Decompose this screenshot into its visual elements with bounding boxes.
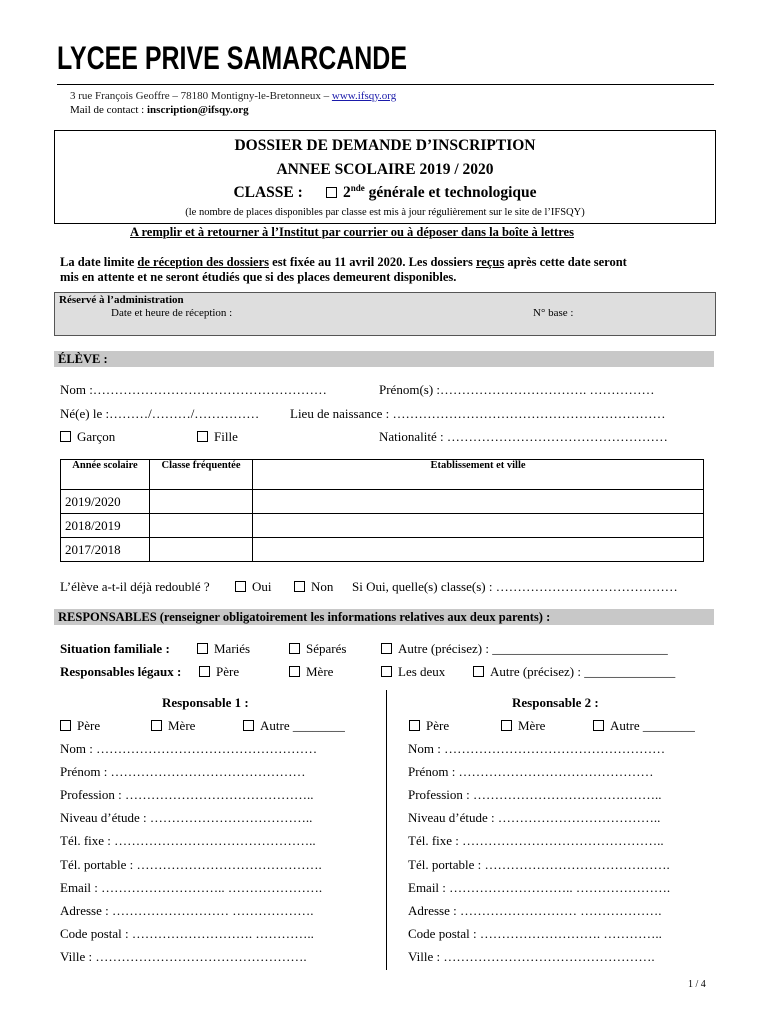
column-divider	[386, 690, 387, 970]
year-cell: 2017/2018	[61, 538, 150, 562]
classe-checkbox[interactable]	[326, 187, 337, 198]
legaux-mere-checkbox[interactable]	[289, 666, 300, 677]
r2-mere-checkbox[interactable]	[501, 720, 512, 731]
r2-tel-fixe-field[interactable]: Tél. fixe : ………………………………………..	[408, 833, 664, 848]
r2-code-postal-field[interactable]: Code postal : ………………………. …………..	[408, 926, 662, 941]
contact-mail: Mail de contact : inscription@ifsqy.org	[70, 104, 249, 116]
classe-cell[interactable]	[150, 538, 253, 562]
r2-autre-option[interactable]: Autre ________	[593, 718, 695, 734]
r1-adresse-field[interactable]: Adresse : ……………………… ……………….	[60, 903, 314, 918]
r2-tel-portable-field[interactable]: Tél. portable : …………………………………….	[408, 857, 670, 872]
r2-profession-field[interactable]: Profession : ……………………………………..	[408, 787, 662, 802]
r2-email-field[interactable]: Email : ……………………….. ………………….	[408, 880, 671, 895]
base-number-label: N° base :	[533, 307, 574, 319]
r1-ville-field[interactable]: Ville : ………………………………………….	[60, 949, 307, 964]
r2-ville-field[interactable]: Ville : ………………………………………….	[408, 949, 655, 964]
places-note: (le nombre de places disponibles par classe est mis à jour régulièrement sur le site de l’IFSQY)	[185, 207, 585, 218]
legaux-deux-option[interactable]: Les deux	[381, 664, 445, 680]
r2-pere-checkbox[interactable]	[409, 720, 420, 731]
eleve-nationalite-field[interactable]: Nationalité : ……………………………………………	[379, 429, 668, 444]
maries-checkbox[interactable]	[197, 643, 208, 654]
situation-autre-checkbox[interactable]	[381, 643, 392, 654]
legaux-deux-checkbox[interactable]	[381, 666, 392, 677]
responsable1-title: Responsable 1 :	[162, 695, 249, 710]
etablissement-cell[interactable]	[253, 490, 704, 514]
situation-separes-option[interactable]: Séparés	[289, 641, 346, 657]
r1-profession-field[interactable]: Profession : ……………………………………..	[60, 787, 314, 802]
garcon-option[interactable]: Garçon	[60, 429, 115, 445]
deadline-line1: La date limite de réception des dossiers est fixée au 11 avril 2020. Les dossiers reçus après cette date seront	[60, 255, 627, 269]
fille-checkbox[interactable]	[197, 431, 208, 442]
non-checkbox[interactable]	[294, 581, 305, 592]
r2-mere-option[interactable]: Mère	[501, 718, 545, 734]
r1-email-field[interactable]: Email : ……………………….. ………………….	[60, 880, 323, 895]
year-cell: 2019/2020	[61, 490, 150, 514]
legaux-pere-checkbox[interactable]	[199, 666, 210, 677]
school-year: ANNEE SCOLAIRE 2019 / 2020	[276, 161, 494, 178]
r1-mere-checkbox[interactable]	[151, 720, 162, 731]
r1-autre-checkbox[interactable]	[243, 720, 254, 731]
r1-mere-option[interactable]: Mère	[151, 718, 195, 734]
legaux-autre-checkbox[interactable]	[473, 666, 484, 677]
redouble-classes-field[interactable]: Si Oui, quelle(s) classe(s) : ……………………………………	[352, 579, 678, 594]
year-cell: 2018/2019	[61, 514, 150, 538]
r2-prenom-field[interactable]: Prénom : ………………………………………	[408, 764, 654, 779]
garcon-checkbox[interactable]	[60, 431, 71, 442]
r1-code-postal-field[interactable]: Code postal : ………………………. …………..	[60, 926, 314, 941]
redouble-question: L’élève a-t-il déjà redoublé ?	[60, 579, 210, 594]
mail-address[interactable]: inscription@ifsqy.org	[146, 104, 249, 116]
fille-option[interactable]: Fille	[197, 429, 238, 445]
school-name: LYCEE PRIVE SAMARCANDE	[57, 40, 407, 76]
r2-pere-option[interactable]: Père	[409, 718, 449, 734]
r1-prenom-field[interactable]: Prénom : ………………………………………	[60, 764, 306, 779]
responsables-section-header: RESPONSABLES (renseigner obligatoirement les informations relatives aux deux parents) :	[54, 609, 714, 625]
oui-checkbox[interactable]	[235, 581, 246, 592]
etablissement-cell[interactable]	[253, 538, 704, 562]
school-history-table	[60, 459, 704, 562]
header-divider	[57, 84, 714, 85]
separes-checkbox[interactable]	[289, 643, 300, 654]
col-classe: Classe fréquentée	[150, 460, 253, 490]
school-address: 3 rue François Geoffre – 78180 Montigny-le-Bretonneux – www.ifsqy.org	[70, 90, 397, 102]
legaux-mere-option[interactable]: Mère	[289, 664, 333, 680]
eleve-birthdate-field[interactable]: Né(e) le :………/………/……………	[60, 406, 260, 421]
website-link[interactable]: www.ifsqy.org	[331, 90, 397, 102]
r2-adresse-field[interactable]: Adresse : ……………………… ……………….	[408, 903, 662, 918]
r2-niveau-etude-field[interactable]: Niveau d’étude : ………………………………..	[408, 810, 661, 825]
admin-box	[54, 292, 716, 336]
page-number: 1 / 4	[688, 979, 706, 990]
r1-autre-option[interactable]: Autre ________	[243, 718, 345, 734]
classe-line: CLASSE : 2nde générale et technologique	[233, 183, 537, 202]
legaux-label: Responsables légaux :	[60, 664, 182, 679]
instruction: A remplir et à retourner à l’Institut par courrier ou à déposer dans la boîte à lettres	[130, 225, 574, 239]
table-row	[61, 490, 704, 514]
r1-tel-portable-field[interactable]: Tél. portable : …………………………………….	[60, 857, 322, 872]
r1-niveau-etude-field[interactable]: Niveau d’étude : ………………………………..	[60, 810, 313, 825]
redouble-non-option[interactable]: Non	[294, 579, 333, 595]
r2-nom-field[interactable]: Nom : ……………………………………………	[408, 741, 666, 756]
col-etablissement: Etablissement et ville	[253, 460, 704, 490]
eleve-section-header: ÉLÈVE :	[54, 351, 714, 367]
form-title: DOSSIER DE DEMANDE D’INSCRIPTION	[234, 137, 536, 154]
classe-cell[interactable]	[150, 490, 253, 514]
classe-cell[interactable]	[150, 514, 253, 538]
deadline-line2: mis en attente et ne seront étudiés que si des places demeurent disponibles.	[60, 270, 457, 284]
r1-tel-fixe-field[interactable]: Tél. fixe : ………………………………………..	[60, 833, 316, 848]
etablissement-cell[interactable]	[253, 514, 704, 538]
legaux-autre-option[interactable]: Autre (précisez) : ______________	[473, 664, 675, 680]
table-row	[61, 538, 704, 562]
situation-label: Situation familiale :	[60, 641, 170, 656]
r1-pere-option[interactable]: Père	[60, 718, 100, 734]
table-header-row	[61, 460, 704, 490]
col-annee: Année scolaire	[61, 460, 150, 490]
table-row	[61, 514, 704, 538]
eleve-birthplace-field[interactable]: Lieu de naissance : ………………………………………………………	[290, 406, 666, 421]
r1-nom-field[interactable]: Nom : ……………………………………………	[60, 741, 318, 756]
legaux-pere-option[interactable]: Père	[199, 664, 239, 680]
eleve-prenom-field[interactable]: Prénom(s) :……………………………. ……………	[379, 382, 655, 397]
r2-autre-checkbox[interactable]	[593, 720, 604, 731]
r1-pere-checkbox[interactable]	[60, 720, 71, 731]
situation-maries-option[interactable]: Mariés	[197, 641, 250, 657]
eleve-nom-field[interactable]: Nom :………………………………………………	[60, 382, 327, 397]
title-box	[54, 130, 716, 224]
reception-date-label: Date et heure de réception :	[111, 307, 233, 319]
redouble-oui-option[interactable]: Oui	[235, 579, 272, 595]
situation-autre-option[interactable]: Autre (précisez) : ___________________________	[381, 641, 668, 657]
responsable2-title: Responsable 2 :	[512, 695, 599, 710]
admin-title: Réservé à l’administration	[59, 294, 184, 306]
